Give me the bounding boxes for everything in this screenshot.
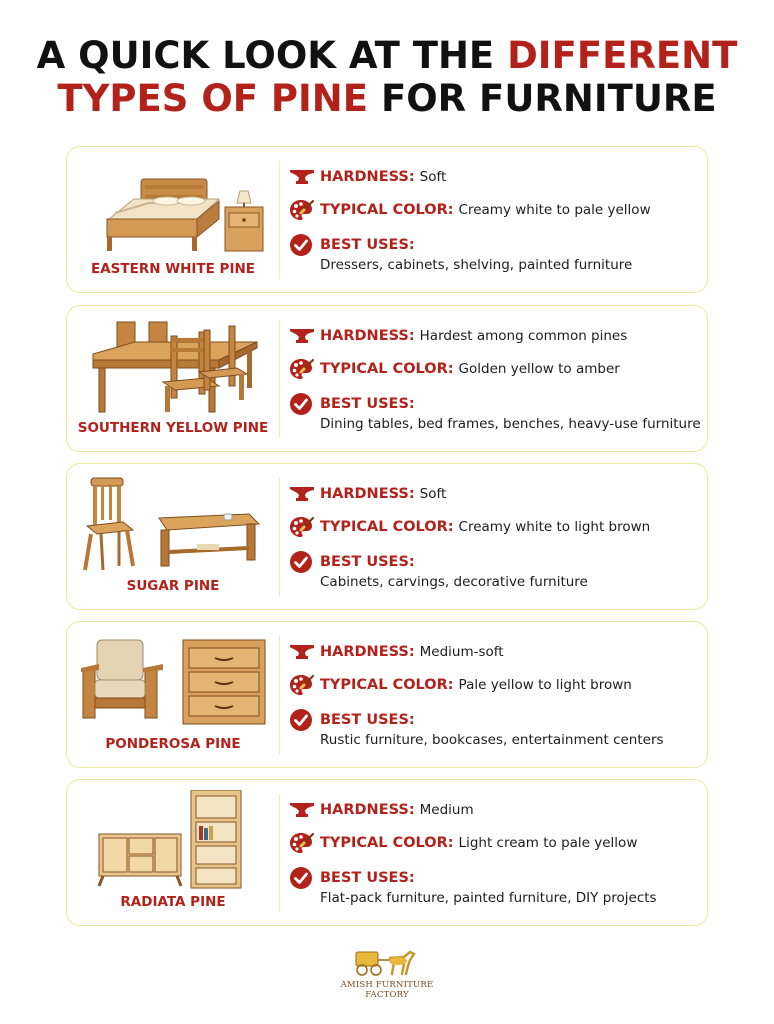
- color-value: Golden yellow to amber: [458, 361, 620, 377]
- color-row: [289, 515, 650, 539]
- hardness-label: HARDNESS:: [320, 802, 415, 818]
- title-text: A QUICK LOOK AT THE: [36, 34, 508, 77]
- color-label: TYPICAL COLOR:: [320, 361, 454, 377]
- uses-label: BEST USES:: [320, 712, 415, 728]
- color-value: Creamy white to pale yellow: [458, 202, 651, 218]
- hardness-label: HARDNESS:: [320, 486, 415, 502]
- check-circle-icon: [289, 708, 315, 732]
- color-row: [289, 831, 637, 855]
- brand-logo: [320, 948, 454, 998]
- uses-value: Dressers, cabinets, shelving, painted furniture: [320, 257, 633, 273]
- color-value: Creamy white to light brown: [458, 519, 651, 535]
- horse-and-buggy-icon: [320, 948, 454, 978]
- title-highlight: DIFFERENT: [507, 34, 738, 77]
- dining-table-and-chairs-illustration: [79, 316, 269, 416]
- bed-and-nightstand-illustration: [79, 157, 269, 257]
- pine-name: RADIATA PINE: [120, 894, 226, 910]
- hardness-value: Soft: [419, 486, 447, 502]
- hardness-value: Soft: [419, 169, 447, 185]
- check-circle-icon: [289, 866, 315, 890]
- color-label: TYPICAL COLOR:: [320, 202, 454, 218]
- pine-card-sugar: [66, 463, 708, 610]
- uses-row: [289, 392, 415, 416]
- pine-name: PONDEROSA PINE: [105, 736, 241, 752]
- anvil-icon: [289, 165, 315, 189]
- pine-card-eastern-white: [66, 146, 708, 293]
- paint-palette-icon: [289, 357, 315, 381]
- pine-name: SOUTHERN YELLOW PINE: [77, 420, 269, 436]
- check-circle-icon: [289, 392, 315, 416]
- pine-card-ponderosa: [66, 621, 708, 768]
- color-label: TYPICAL COLOR:: [320, 519, 454, 535]
- uses-label: BEST USES:: [320, 870, 415, 886]
- armchair-and-dresser-illustration: [79, 632, 269, 732]
- paint-palette-icon: [289, 198, 315, 222]
- uses-row: [289, 233, 415, 257]
- pine-card-southern-yellow: [66, 305, 708, 452]
- color-row: [289, 198, 651, 222]
- pine-name: EASTERN WHITE PINE: [91, 261, 255, 277]
- title-line-2: [0, 77, 774, 120]
- brand-name: AMISH FURNITURE FACTORY: [340, 980, 434, 1000]
- color-label: TYPICAL COLOR:: [320, 677, 454, 693]
- anvil-icon: [289, 640, 315, 664]
- anvil-icon: [289, 324, 315, 348]
- uses-value: Rustic furniture, bookcases, entertainment centers: [320, 732, 664, 748]
- pine-name: SUGAR PINE: [126, 578, 220, 594]
- title-line-1: [0, 34, 774, 77]
- card-divider: [279, 320, 280, 438]
- color-label: TYPICAL COLOR:: [320, 835, 454, 851]
- uses-label: BEST USES:: [320, 237, 415, 253]
- uses-value: Flat-pack furniture, painted furniture, DIY projects: [320, 890, 657, 906]
- card-divider: [279, 636, 280, 754]
- hardness-row: [289, 165, 446, 189]
- hardness-row: [289, 324, 627, 348]
- hardness-label: HARDNESS:: [320, 644, 415, 660]
- hardness-row: [289, 482, 446, 506]
- hardness-label: HARDNESS:: [320, 328, 415, 344]
- card-divider: [279, 161, 280, 279]
- paint-palette-icon: [289, 831, 315, 855]
- hardness-value: Hardest among common pines: [419, 328, 628, 344]
- sideboard-and-bookcase-illustration: [79, 790, 269, 890]
- card-divider: [279, 794, 280, 912]
- chair-and-coffee-table-illustration: [79, 474, 269, 574]
- uses-label: BEST USES:: [320, 396, 415, 412]
- uses-value: Cabinets, carvings, decorative furniture: [320, 574, 588, 590]
- color-row: [289, 673, 632, 697]
- hardness-row: [289, 640, 504, 664]
- check-circle-icon: [289, 550, 315, 574]
- hardness-row: [289, 798, 474, 822]
- pine-card-radiata: [66, 779, 708, 926]
- uses-row: [289, 708, 415, 732]
- anvil-icon: [289, 482, 315, 506]
- hardness-value: Medium-soft: [419, 644, 504, 660]
- card-divider: [279, 478, 280, 596]
- anvil-icon: [289, 798, 315, 822]
- title-highlight: TYPES OF PINE: [57, 77, 369, 120]
- color-value: Light cream to pale yellow: [458, 835, 638, 851]
- uses-value: Dining tables, bed frames, benches, heavy-use furniture: [320, 416, 701, 432]
- uses-row: [289, 550, 415, 574]
- hardness-label: HARDNESS:: [320, 169, 415, 185]
- title-text: FOR FURNITURE: [368, 77, 717, 120]
- color-row: [289, 357, 620, 381]
- paint-palette-icon: [289, 673, 315, 697]
- color-value: Pale yellow to light brown: [458, 677, 632, 693]
- uses-row: [289, 866, 415, 890]
- check-circle-icon: [289, 233, 315, 257]
- uses-label: BEST USES:: [320, 554, 415, 570]
- page-title: [0, 34, 774, 120]
- hardness-value: Medium: [419, 802, 474, 818]
- paint-palette-icon: [289, 515, 315, 539]
